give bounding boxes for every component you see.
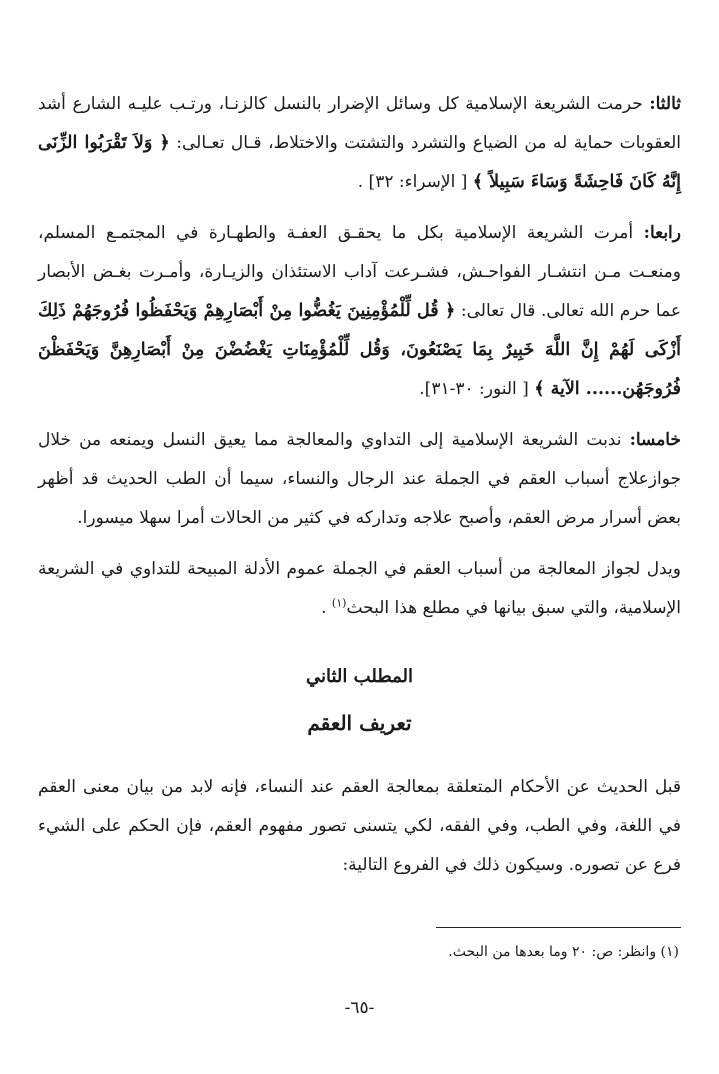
paragraph-text: قبل الحديث عن الأحكام المتعلقة بمعالجة العقم عند النساء، فإنه لابد من بيان معنى العقم في اللغة، وفي الطب، وفي الفقه، لكي يتسنى تصور مفهوم العقم، فإن الحكم على الشيء فرع عن تصوره. وسيكون ذلك في الفروع التالية: [38,777,681,875]
quran-verse: ﴿ وَلاَ تَقْرَبُوا الزِّنَى إِنَّهُ كَانَ فَاحِشَةً وَسَاءَ سَبِيلاً ﴾ [38,133,681,192]
paragraph-text: ندبت الشريعة الإسلامية إلى التداوي والمعالجة مما يعيق النسل ويمنعه من خلال جوازعلاج أسباب العقم في الجملة عند الرجال والنساء، سيما أن الطب الحديث قد أظهر بعض أسرار مرض العقم، وأصبح علاجه وتداركه في كثير من الحالات أمرا سهلا ميسورا. [38,430,681,528]
paragraph-intro [38,768,681,885]
paragraph-text: أمرت الشريعة الإسلامية بكل ما يحقـق العفـة والطهـارة في المجتمـع المسلم، ومنعـت مـن انتشـار الفواحـش، فشـرعت آداب الاستئذان والزيـارة، وأمـرت بغـض الأبصار عما حرم الله تعالى. قال تعالى: [38,223,681,321]
verse-reference: [ النور: ٣٠-٣١]. [419,379,529,399]
paragraph-end: . [321,598,332,618]
paragraph-fourth [38,214,681,409]
section-heading: المطلب الثاني [306,666,413,687]
paragraph-lead: ثالثا: [649,94,682,114]
paragraph-evidence [38,550,681,628]
paragraph-third [38,85,681,202]
paragraph-text: ويدل لجواز المعالجة من أسباب العقم في الجملة عموم الأدلة المبيحة للتداوي في الشريعة الإسلامية، والتي سبق بيانها في مطلع هذا البحث [38,559,681,618]
paragraph-lead: رابعا: [643,223,681,243]
paragraph-text: حرمت الشريعة الإسلامية كل وسائل الإضرار بالنسل كالزنـا، ورتـب عليـه الشارع أشد العقوبات حماية له من الضياع والتشرد والتشتت والاختلاط، قـال تعـالى: [38,94,682,153]
footnote-divider [436,927,681,928]
verse-reference: [ الإسراء: ٣٢] . [357,172,468,192]
quran-verse: ﴿ قُل لِّلْمُؤْمِنِينَ يَغُضُّوا مِنْ أَبْصَارِهِمْ وَيَحْفَظُوا فُرُوجَهُمْ ذَلِكَ أَزْكَى لَهُمْ إِنَّ اللَّهَ خَبِيرٌ بِمَا يَصْنَعُونَ، وَقُل لِّلْمُؤْمِنَاتِ يَغْضُضْنَ مِنْ أَبْصَارِهِنَّ وَيَحْفَظْنَ فُرُوجَهُن...... الآية ﴾ [38,301,681,399]
section-title: تعريف العقم [307,711,412,735]
footnote: (١) وانظر: ص: ٢٠ وما بعدها من البحث. [448,944,679,960]
footnote-marker[interactable]: (١) [331,596,347,610]
paragraph-fifth [38,421,681,538]
page-body [38,85,681,885]
page-number: -٦٥- [344,998,375,1018]
paragraph-lead: خامسا: [629,430,681,450]
